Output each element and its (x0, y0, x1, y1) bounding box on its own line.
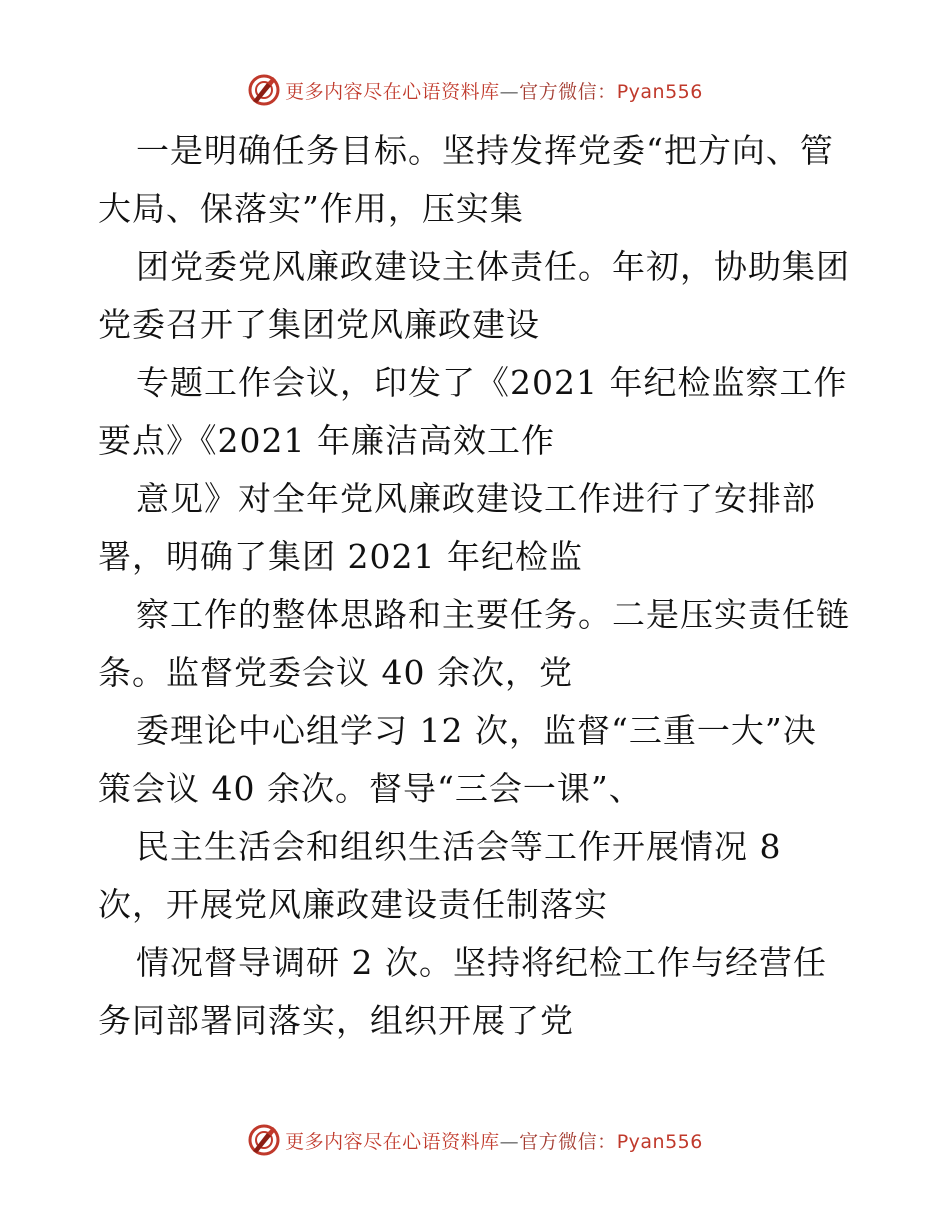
banner-main-text: 更多内容尽在心语资料库 (285, 1130, 500, 1153)
body-line: 专题工作会议，印发了《2021 年纪检监察工作 (136, 363, 848, 402)
document-body (98, 122, 858, 1050)
body-line: 次，开展党风廉政建设责任制落实 (98, 885, 608, 924)
body-line: 民主生活会和组织生活会等工作开展情况 8 (136, 827, 782, 866)
body-line: 一是明确任务目标。坚持发挥党委“把方向、管 (136, 131, 834, 170)
banner-separator: — (499, 1130, 520, 1153)
body-line: 大局、保落实”作用，压实集 (98, 189, 524, 228)
body-line: 党委召开了集团党风廉政建设 (98, 305, 540, 344)
body-line: 署，明确了集团 2021 年纪检监 (98, 537, 583, 576)
body-line: 意见》对全年党风廉政建设工作进行了安排部 (136, 479, 816, 518)
body-line: 团党委党风廉政建设主体责任。年初，协助集团 (136, 247, 850, 286)
footer-banner (0, 1120, 950, 1160)
banner-main-text: 更多内容尽在心语资料库 (285, 80, 500, 103)
body-line: 察工作的整体思路和主要任务。二是压实责任链 (136, 595, 850, 634)
body-line: 要点》《2021 年廉洁高效工作 (98, 421, 555, 460)
pen-logo-icon (247, 73, 281, 107)
banner-text (285, 1127, 703, 1154)
header-banner (0, 70, 950, 110)
pen-logo-icon (247, 1123, 281, 1157)
body-line: 条。监督党委会议 40 余次，党 (98, 653, 573, 692)
body-line: 委理论中心组学习 12 次，监督“三重一大”决 (136, 711, 817, 750)
banner-wechat-label: 官方微信： (519, 80, 617, 103)
banner-wechat-id: Pyan556 (616, 1130, 703, 1153)
banner-text (285, 77, 703, 104)
banner-wechat-label: 官方微信： (519, 1130, 617, 1153)
body-line: 情况督导调研 2 次。坚持将纪检工作与经营任 (136, 943, 827, 982)
banner-wechat-id: Pyan556 (616, 80, 703, 103)
banner-separator: — (499, 80, 520, 103)
body-line: 策会议 40 余次。督导“三会一课”、 (98, 769, 643, 808)
body-line: 务同部署同落实，组织开展了党 (98, 1001, 574, 1040)
